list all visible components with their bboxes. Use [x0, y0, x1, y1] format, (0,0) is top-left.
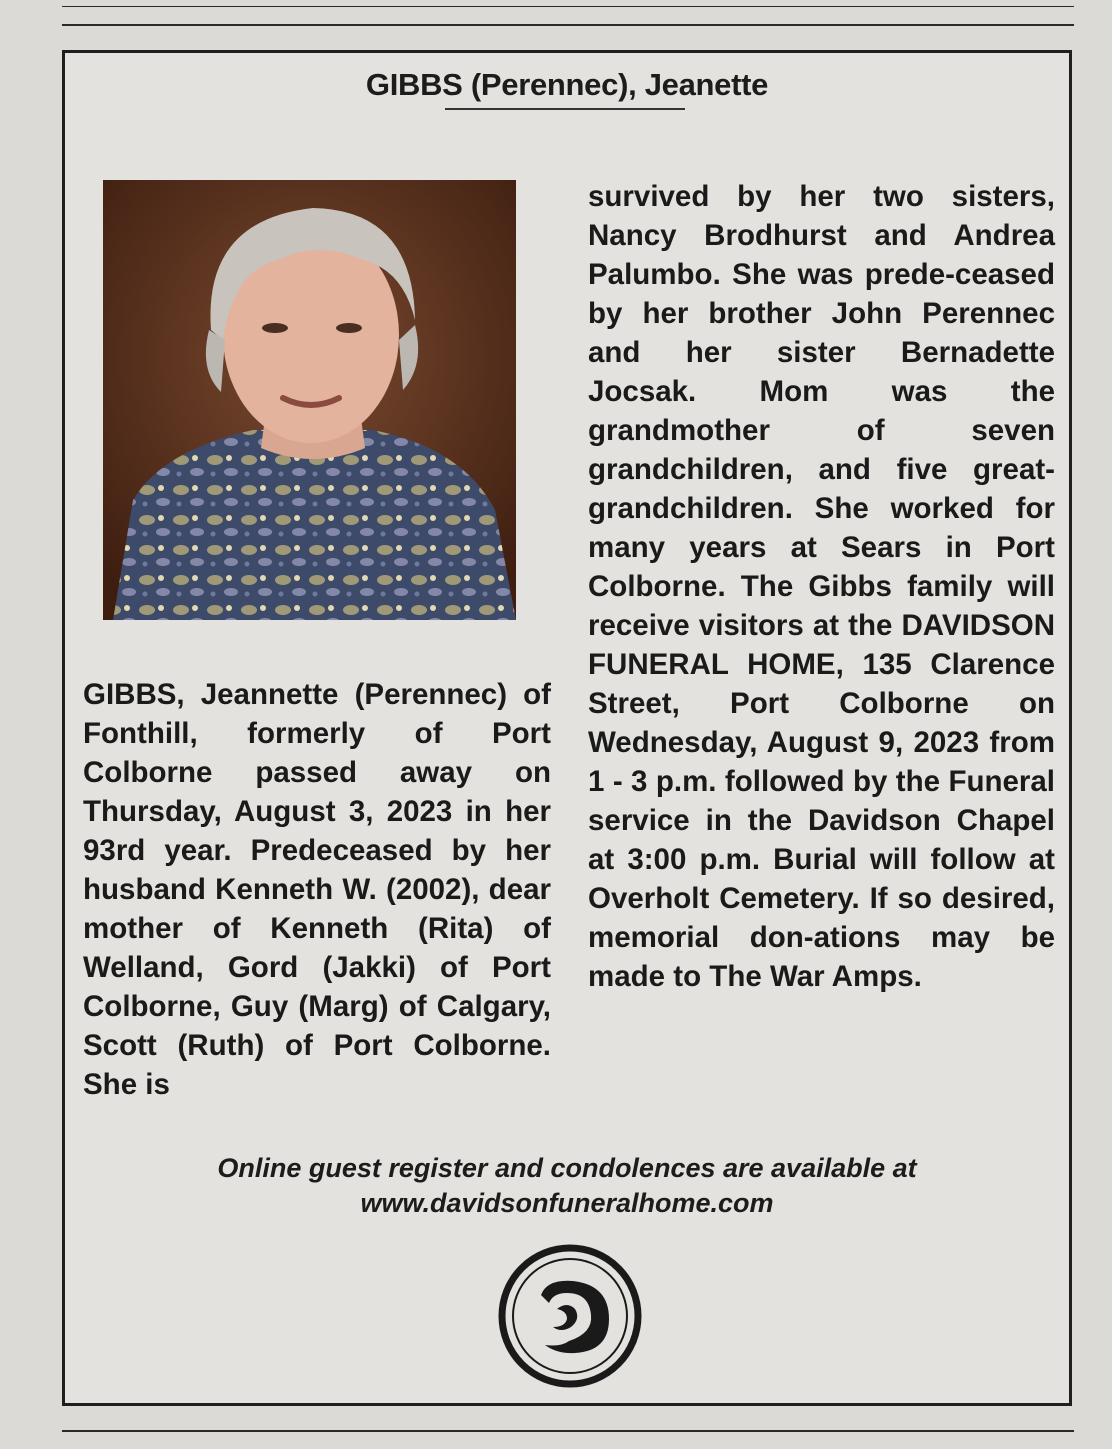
top-rule — [62, 24, 1074, 26]
guest-register-line: Online guest register and condolences are available at — [217, 1153, 917, 1183]
obituary-frame — [62, 50, 1072, 1406]
obituary-title — [65, 67, 1069, 103]
portrait-photo — [103, 180, 516, 620]
obituary-text-right — [588, 177, 1055, 996]
top-rule-thin — [62, 6, 1074, 7]
obituary-heading: GIBBS (Perennec), Jeanette — [365, 67, 769, 102]
title-underline — [445, 108, 685, 110]
obituary-text-left — [83, 675, 551, 1104]
funeral-home-website-link[interactable]: www.davidsonfuneralhome.com — [360, 1188, 774, 1218]
guest-register-note — [65, 1151, 1069, 1221]
funeral-home-logo-icon — [497, 1243, 643, 1389]
right-paragraph: survived by her two sisters, Nancy Brodhurst and Andrea Palumbo. She was prede-ceased by her brother John Perennec and her sister Bernadette Jocsak. Mom was the grandmother of seven grandchildren, and five great-grandchildren. She worked for many years at Sears in Port Colborne. The Gibbs family will receive visitors at the DAVIDSON FUNERAL HOME, 135 Clarence Street, Port Colborne on Wednesday, August 9, 2023 from 1 - 3 p.m. followed by the Funeral service in the Davidson Chapel at 3:00 p.m. Burial will follow at Overholt Cemetery. If so desired, memorial don-ations may be made to The War Amps. — [588, 180, 1055, 993]
left-paragraph: GIBBS, Jeannette (Perennec) of Fonthill, formerly of Port Colborne passed away on Thursday, August 3, 2023 in her 93rd year. Predeceased by her husband Kenneth W. (2002), dear mother of Kenneth (Rita) of Welland, Gord (Jakki) of Port Colborne, Guy (Marg) of Calgary, Scott (Ruth) of Port Colborne. She is — [83, 678, 551, 1101]
bottom-rule — [62, 1430, 1074, 1432]
portrait-illustration — [103, 180, 516, 620]
